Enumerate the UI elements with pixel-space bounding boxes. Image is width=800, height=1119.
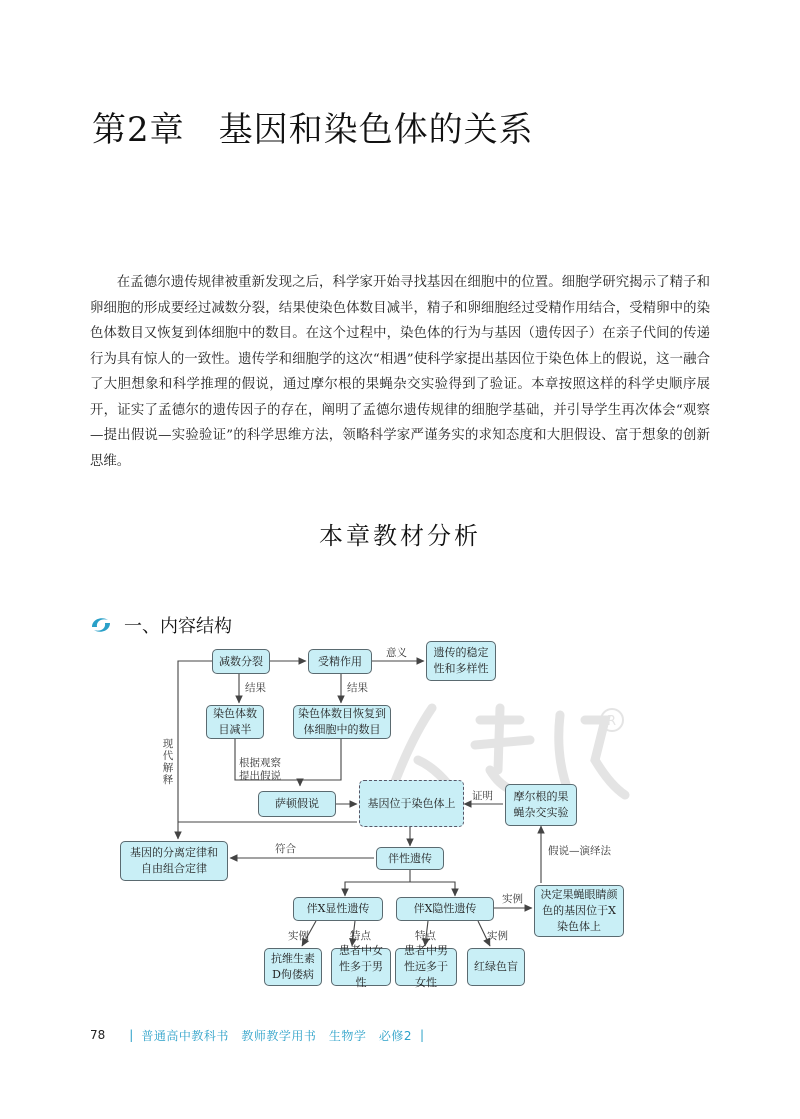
halved-box: 染色体数目减半 (206, 705, 264, 739)
feature-label-2: 特点 (415, 930, 436, 942)
book-title: 普通高中教科书 教师教学用书 生物学 必修2 (141, 1028, 412, 1043)
colorblind-box: 红绿色盲 (467, 948, 525, 986)
sex-linked-box: 伴性遗传 (376, 847, 444, 870)
eye-color-box: 决定果蝇眼睛颜色的基因位于X染色体上 (534, 885, 624, 937)
x-dominant-box: 伴X显性遗传 (293, 897, 383, 921)
svg-text:R: R (607, 714, 617, 729)
chapter-name: 基因和染色体的关系 (218, 110, 534, 150)
hypothesis-box: 基因位于染色体上 (359, 780, 464, 827)
female-more-box: 患者中女性多于男性 (331, 948, 391, 986)
meiosis-box: 减数分裂 (212, 649, 270, 674)
male-more-box: 患者中男性远多于女性 (395, 948, 457, 986)
x-recessive-box: 伴X隐性遗传 (396, 897, 494, 921)
restored-box: 染色体数目恢复到体细胞中的数目 (293, 705, 391, 739)
example-label-1: 实例 (288, 930, 309, 942)
mendel-laws-box: 基因的分离定律和自由组合定律 (120, 841, 228, 881)
footer-divider: | (129, 1028, 134, 1042)
chapter-number: 第2章 (92, 110, 185, 150)
meaning-label: 意义 (386, 647, 407, 659)
conform-label: 符合 (275, 843, 296, 855)
morgan-box: 摩尔根的果蝇杂交实验 (505, 784, 577, 826)
section-title: 本章教材分析 (319, 522, 481, 550)
observation-label: 根据观察提出假说 (239, 757, 281, 782)
footer-divider-end: | (419, 1028, 425, 1042)
intro-paragraph: 在孟德尔遗传规律被重新发现之后，科学家开始寻找基因在细胞中的位置。细胞学研究揭示了精子和卵细胞的形成要经过减数分裂，结果使染色体数目减半，精子和卵细胞经过受精作用结合，受精卵中的染色体数目又恢复到体细胞中的数目。在这个过程中，染色体的行为与基因（遗传因子）在亲子代间的传递行为具有惊人的一致性。遗传学和细胞学的这次“相遇”使科学家提出基因位于染色体上的假说，这一融合了大胆想象和科学推理的假说，通过摩尔根的果蝇杂交实验得到了验证。本章按照这样的科学史顺序展开，证实了孟德尔的遗传因子的存在，阐明了孟德尔遗传规律的细胞学基础，并引导学生再次体会“观察—提出假说—实验验证”的科学思维方法，领略科学家严谨务实的求知态度和大胆假设、富于想象的创新思维。 (90, 275, 710, 469)
modern-label: 现代解释 (162, 738, 174, 786)
prove-label: 证明 (472, 790, 493, 802)
deduction-label: 假说—演绎法 (548, 845, 611, 857)
page-number: 78 (90, 1028, 106, 1042)
example-label-2: 实例 (487, 930, 508, 942)
sutton-box: 萨顿假说 (258, 791, 336, 817)
subhead-text: 一、内容结构 (124, 616, 232, 637)
feature-label-1: 特点 (350, 930, 371, 942)
example-label-3: 实例 (502, 893, 523, 905)
fertilization-box: 受精作用 (308, 649, 372, 674)
result-label-2: 结果 (347, 682, 368, 694)
result-label-1: 结果 (245, 682, 266, 694)
stability-box: 遗传的稳定性和多样性 (426, 641, 496, 681)
page-footer (90, 1026, 432, 1044)
rickets-box: 抗维生素D佝偻病 (264, 948, 322, 986)
